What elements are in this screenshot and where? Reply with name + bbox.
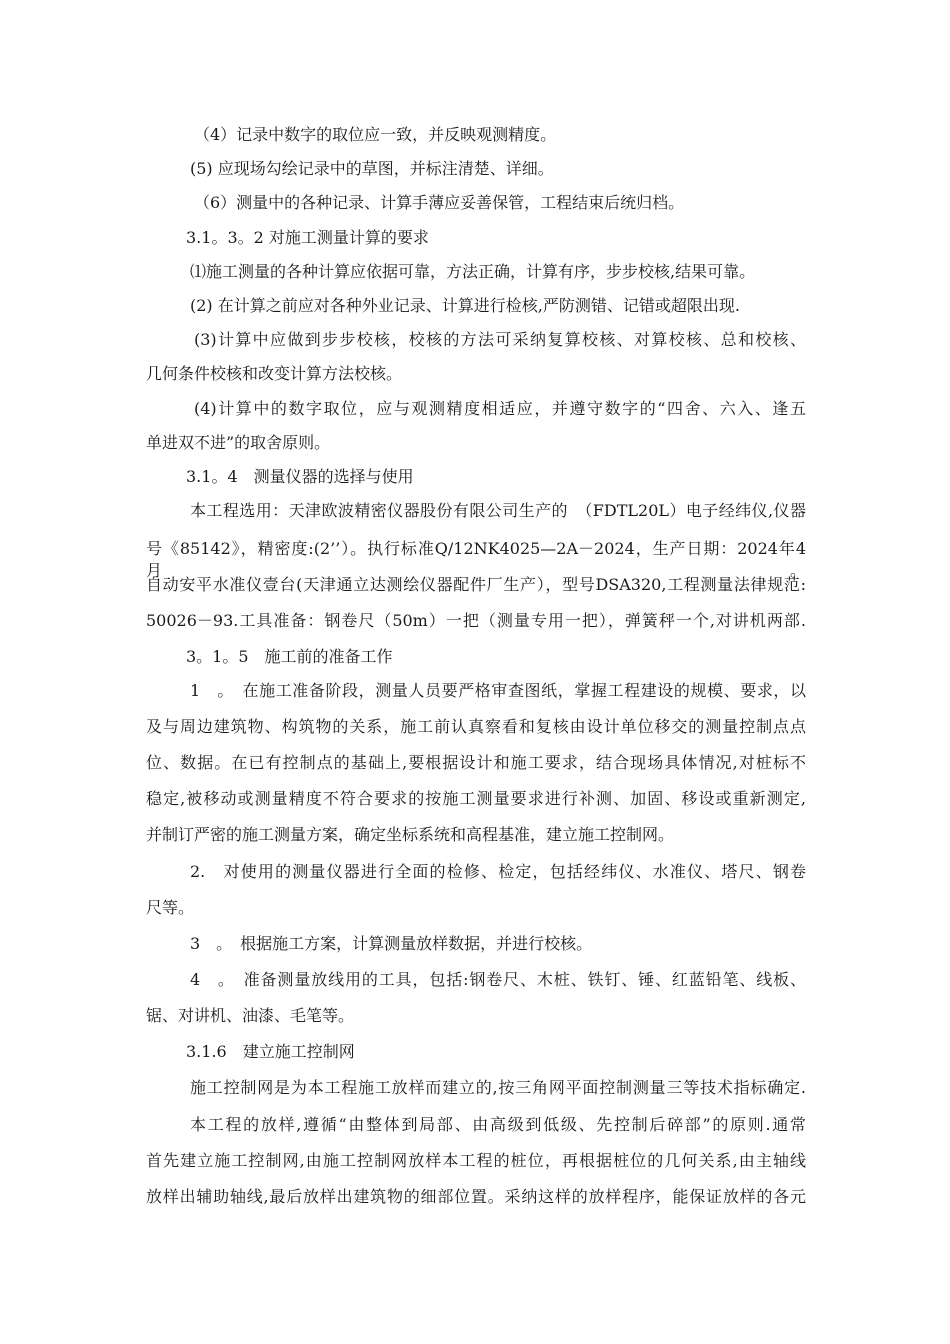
paragraph-line: ⑴施工测量的各种计算应依据可靠，方法正确，计算有序，步步校核,结果可靠。	[190, 262, 756, 281]
section-heading: 3.1。3。2 对施工测量计算的要求	[186, 228, 429, 247]
paragraph-line: 几何条件校核和改变计算方法校核。	[146, 364, 403, 383]
paragraph-line: 1 。 在施工准备阶段，测量人员要严格审查图纸，掌握工程建设的规模、要求，以	[190, 681, 806, 700]
paragraph-line: (5) 应现场勾绘记录中的草图，并标注清楚、详细。	[190, 159, 554, 178]
paragraph-line: 施工控制网是为本工程施工放样而建立的,按三角网平面控制测量三等技术指标确定.	[190, 1078, 806, 1097]
paragraph-line: 放样出辅助轴线,最后放样出建筑物的细部位置。采纳这样的放样程序，能保证放样的各元	[146, 1187, 806, 1206]
paragraph-line: 稳定,被移动或测量精度不符合要求的按施工测量要求进行补测、加固、移设或重新测定,	[146, 789, 806, 808]
paragraph-line: 号《85142》，精密度:(2’’）。执行标准Q/12NK4025—2A－2024，生产日期：2024年4月。	[146, 539, 806, 580]
paragraph-line: 2. 对使用的测量仪器进行全面的检修、检定，包括经纬仪、水准仪、塔尺、钢卷	[190, 862, 806, 881]
paragraph-line: 自动安平水准仪壹台(天津通立达测绘仪器配件厂生产），型号DSA320,工程测量法律规范:	[146, 575, 806, 594]
paragraph-line: 50026－93.工具准备：钢卷尺（50m）一把（测量专用一把），弹簧秤一个,对讲机两部.	[146, 611, 806, 630]
paragraph-line: 位、数据。在已有控制点的基础上,要根据设计和施工要求，结合现场具体情况,对桩标不	[146, 753, 806, 772]
paragraph-line: (2) 在计算之前应对各种外业记录、计算进行检核,严防测错、记错或超限出现.	[190, 296, 740, 315]
section-heading: 3.1。4 测量仪器的选择与使用	[186, 467, 414, 486]
paragraph-line: 及与周边建筑物、构筑物的关系，施工前认真察看和复核由设计单位移交的测量控制点点	[146, 717, 806, 736]
paragraph-line: 单进双不进”的取舍原则。	[146, 433, 331, 452]
paragraph-line: 4 。 准备测量放线用的工具，包括:钢卷尺、木桩、铁钉、锤、红蓝铅笔、线板、	[190, 970, 806, 989]
paragraph-line: 尺等。	[146, 898, 195, 917]
section-heading: 3.1.6 建立施工控制网	[186, 1042, 355, 1061]
paragraph-line: （6）测量中的各种记录、计算手薄应妥善保管，工程结束后统归档。	[194, 193, 685, 212]
paragraph-line: (4)计算中的数字取位，应与观测精度相适应，并遵守数字的“四舍、六入、逢五	[194, 399, 806, 418]
paragraph-line: 3 。 根据施工方案，计算测量放样数据，并进行校核。	[190, 934, 593, 953]
paragraph-line: （4）记录中数字的取位应一致，并反映观测精度。	[194, 125, 557, 144]
section-heading: 3。1。5 施工前的准备工作	[186, 647, 393, 666]
paragraph-line: 本工程的放样,遵循“由整体到局部、由高级到低级、先控制后碎部”的原则.通常	[190, 1115, 806, 1134]
paragraph-line: (3)计算中应做到步步校核，校核的方法可采纳复算校核、对算校核、总和校核、	[194, 330, 806, 349]
paragraph-line: 本工程选用：天津欧波精密仪器股份有限公司生产的 （FDTL20L）电子经纬仪,仪器	[190, 501, 806, 520]
paragraph-line: 首先建立施工控制网,由施工控制网放样本工程的桩位，再根据桩位的几何关系,由主轴线	[146, 1151, 806, 1170]
paragraph-line: 并制订严密的施工测量方案，确定坐标系统和高程基准，建立施工控制网。	[146, 825, 675, 844]
paragraph-line: 锯、对讲机、油漆、毛笔等。	[146, 1006, 355, 1025]
